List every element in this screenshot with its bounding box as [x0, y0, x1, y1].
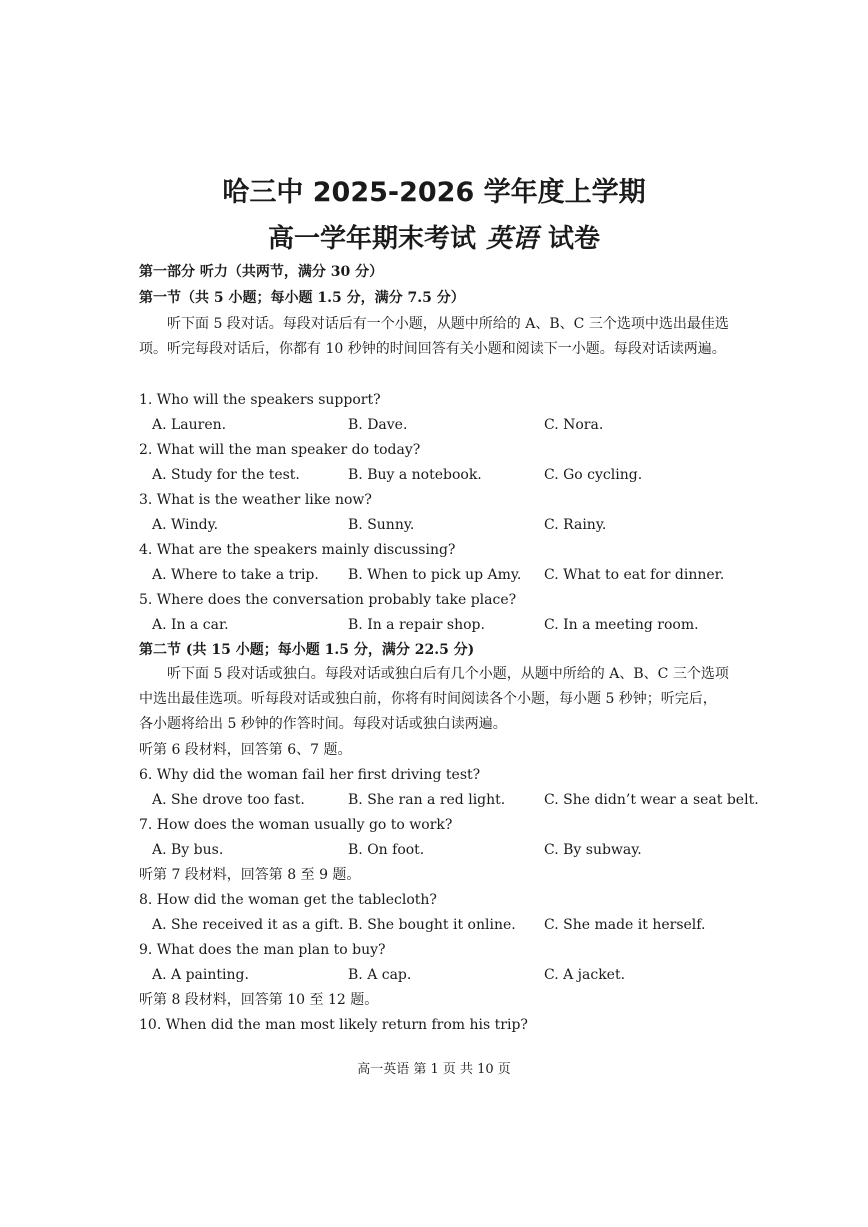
q7-option-c: C. By subway.: [544, 842, 642, 858]
subtitle-paper: 试卷: [548, 224, 601, 254]
material-note-7: 听第 7 段材料，回答第 8 至 9 题。: [139, 867, 361, 883]
question-10: 10. When did the man most likely return from his trip?: [139, 1017, 528, 1033]
question-4: 4. What are the speakers mainly discussing?: [139, 542, 456, 558]
question-8: 8. How did the woman get the tablecloth?: [139, 892, 437, 908]
question-2: 2. What will the man speaker do today?: [139, 442, 421, 458]
section2-heading: 第二节 (共 15 小题；每小题 1.5 分，满分 22.5 分): [139, 642, 475, 658]
page-footer: 高一英语 第 1 页 共 10 页: [357, 1062, 511, 1077]
q3-option-c: C. Rainy.: [544, 517, 607, 533]
exam-subtitle: [0, 218, 868, 255]
material-note-8: 听第 8 段材料，回答第 10 至 12 题。: [139, 992, 379, 1008]
material-note-6: 听第 6 段材料，回答第 6、7 题。: [139, 742, 352, 758]
q5-option-b: B. In a repair shop.: [348, 617, 485, 633]
question-7: 7. How does the woman usually go to work?: [139, 817, 453, 833]
question-6: 6. Why did the woman fail her first driving test?: [139, 767, 481, 783]
q6-option-b: B. She ran a red light.: [348, 792, 506, 808]
q9-option-b: B. A cap.: [348, 967, 412, 983]
question-3: 3. What is the weather like now?: [139, 492, 372, 508]
section2-instruction: 听下面 5 段对话或独白。每段对话或独白后有几个小题，从题中所给的 A、B、C 三个选项中选出最佳选项。听每段对话或独白前，你将有时间阅读各个小题，每小题 5 秒钟；听完后，各小题将给出 5 秒钟的作答时间。每段对话或独白读两遍。: [139, 666, 729, 732]
q3-option-a: A. Windy.: [152, 517, 219, 533]
q9-option-c: C. A jacket.: [544, 967, 626, 983]
exam-title: 哈三中 2025-2026 学年度上学期: [222, 177, 646, 208]
q2-option-a: A. Study for the test.: [152, 467, 300, 483]
part1-heading: 第一部分 听力（共两节，满分 30 分）: [139, 264, 384, 280]
section1-heading: 第一节（共 5 小题；每小题 1.5 分，满分 7.5 分）: [139, 290, 465, 306]
q4-option-c: C. What to eat for dinner.: [544, 567, 725, 583]
subtitle-exam-name: 高一学年期末考试: [267, 224, 476, 254]
q5-option-a: A. In a car.: [152, 617, 229, 633]
q1-option-b: B. Dave.: [348, 417, 408, 433]
subtitle-subject: 英语: [485, 224, 538, 254]
question-1: 1. Who will the speakers support?: [139, 392, 381, 408]
q2-option-c: C. Go cycling.: [544, 467, 643, 483]
q8-option-c: C. She made it herself.: [544, 917, 706, 933]
q7-option-b: B. On foot.: [348, 842, 425, 858]
q1-option-a: A. Lauren.: [152, 417, 227, 433]
section1-instruction: 听下面 5 段对话。每段对话后有一个小题，从题中所给的 A、B、C 三个选项中选出最佳选项。听完每段对话后，你都有 10 秒钟的时间回答有关小题和阅读下一小题。每段对话读两遍。: [139, 316, 729, 357]
q8-option-b: B. She bought it online.: [348, 917, 516, 933]
question-9: 9. What does the man plan to buy?: [139, 942, 386, 958]
q6-option-a: A. She drove too fast.: [152, 792, 305, 808]
q7-option-a: A. By bus.: [152, 842, 224, 858]
question-5: 5. Where does the conversation probably take place?: [139, 592, 517, 608]
q8-option-a: A. She received it as a gift.: [152, 917, 344, 933]
q9-option-a: A. A painting.: [152, 967, 249, 983]
q1-option-c: C. Nora.: [544, 417, 604, 433]
q4-option-a: A. Where to take a trip.: [152, 567, 319, 583]
q5-option-c: C. In a meeting room.: [544, 617, 699, 633]
q3-option-b: B. Sunny.: [348, 517, 415, 533]
q4-option-b: B. When to pick up Amy.: [348, 567, 522, 583]
q2-option-b: B. Buy a notebook.: [348, 467, 482, 483]
q6-option-c: C. She didn’t wear a seat belt.: [544, 792, 759, 808]
